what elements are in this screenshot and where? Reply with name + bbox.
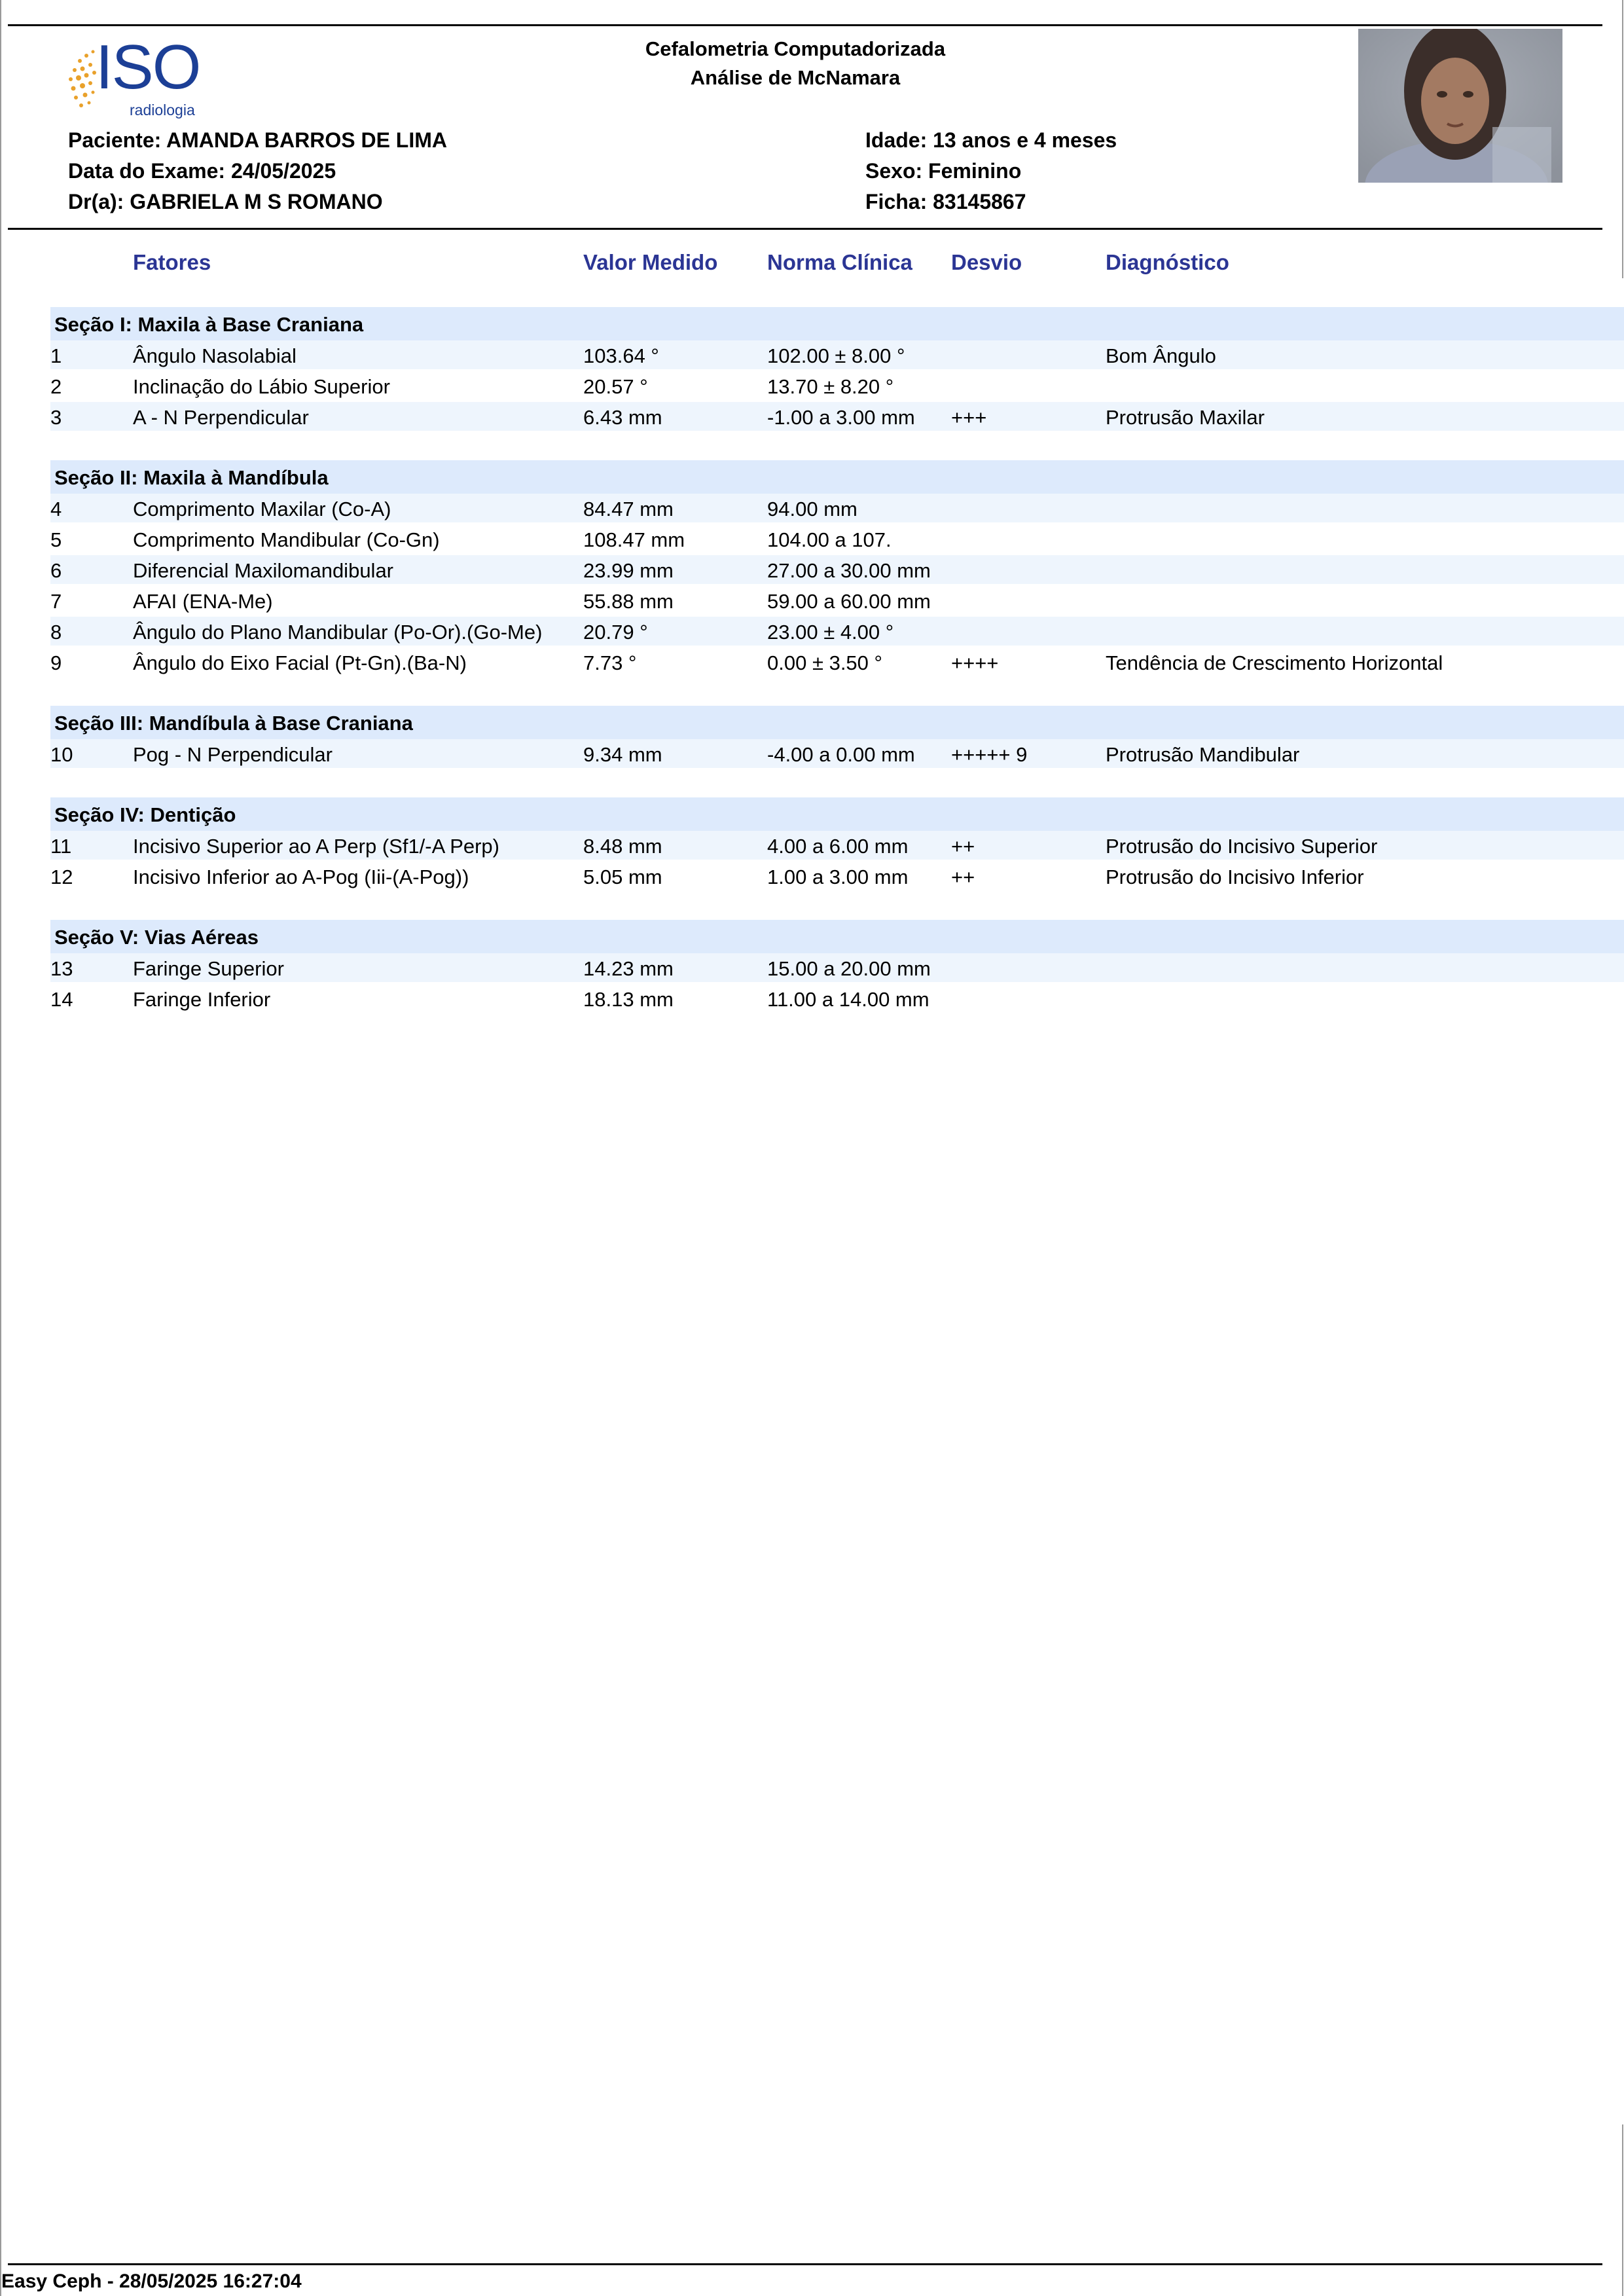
row-factor: Comprimento Mandibular (Co-Gn) — [133, 528, 440, 551]
table-row — [50, 402, 1624, 431]
row-factor: Ângulo do Plano Mandibular (Po-Or).(Go-Me) — [133, 621, 543, 644]
table-row — [50, 494, 1624, 522]
patient-portrait-icon — [1358, 29, 1562, 183]
section-title: Seção II: Maxila à Mandíbula — [54, 466, 329, 489]
row-norm: 0.00 ± 3.50 ° — [767, 651, 882, 674]
section-title: Seção I: Maxila à Base Craniana — [54, 313, 364, 336]
row-norm: -1.00 a 3.00 mm — [767, 406, 915, 429]
table-row — [50, 524, 1624, 553]
row-diagnosis: Protrusão do Incisivo Inferior — [1106, 866, 1364, 888]
row-factor: Faringe Inferior — [133, 988, 271, 1011]
table-row — [50, 953, 1624, 982]
row-number: 6 — [50, 559, 62, 582]
footer-text: Easy Ceph - 28/05/2025 16:27:04 — [1, 2270, 302, 2292]
row-factor: Diferencial Maxilomandibular — [133, 559, 394, 582]
row-number: 4 — [50, 498, 62, 520]
table-row — [50, 862, 1624, 890]
doctor-name: Dr(a): GABRIELA M S ROMANO — [68, 190, 383, 213]
page-border-right — [1622, 0, 1623, 278]
row-number: 8 — [50, 621, 62, 644]
header-rule — [8, 228, 1602, 230]
record-number: Ficha: 83145867 — [865, 190, 1026, 213]
section-title: Seção III: Mandíbula à Base Craniana — [54, 712, 413, 735]
column-header-deviation: Desvio — [951, 250, 1022, 274]
section-title: Seção IV: Dentição — [54, 803, 236, 826]
patient-age: Idade: 13 anos e 4 meses — [865, 128, 1117, 152]
row-number: 13 — [50, 957, 73, 980]
row-value: 20.79 ° — [583, 621, 648, 644]
section-header — [50, 920, 1624, 953]
row-deviation: ++++ — [951, 651, 999, 674]
row-norm: 27.00 a 30.00 mm — [767, 559, 931, 582]
row-factor: Ângulo do Eixo Facial (Pt-Gn).(Ba-N) — [133, 651, 467, 674]
row-diagnosis: Protrusão do Incisivo Superior — [1106, 835, 1378, 858]
column-header-factors: Fatores — [133, 250, 211, 274]
row-factor: Incisivo Inferior ao A-Pog (Iii-(A-Pog)) — [133, 866, 469, 888]
footer-rule — [8, 2263, 1602, 2265]
row-diagnosis: Protrusão Maxilar — [1106, 406, 1265, 429]
row-norm: 11.00 a 14.00 mm — [767, 988, 929, 1011]
row-value: 108.47 mm — [583, 528, 685, 551]
row-factor: AFAI (ENA-Me) — [133, 590, 273, 613]
page-border-right-lower — [1622, 2124, 1623, 2296]
row-diagnosis: Bom Ângulo — [1106, 344, 1216, 367]
row-value: 55.88 mm — [583, 590, 674, 613]
table-row — [50, 586, 1624, 615]
row-value: 20.57 ° — [583, 375, 648, 398]
report-subtitle: Análise de McNamara — [690, 66, 901, 89]
row-factor: Pog - N Perpendicular — [133, 743, 333, 766]
row-value: 9.34 mm — [583, 743, 662, 766]
table-row — [50, 984, 1624, 1013]
row-norm: 13.70 ± 8.20 ° — [767, 375, 894, 398]
table-row — [50, 555, 1624, 584]
logo-subtext: radiologia — [130, 101, 195, 118]
row-number: 5 — [50, 528, 62, 551]
row-factor: Incisivo Superior ao A Perp (Sf1/-A Perp) — [133, 835, 499, 858]
row-norm: -4.00 a 0.00 mm — [767, 743, 915, 766]
row-factor: Comprimento Maxilar (Co-A) — [133, 498, 391, 520]
exam-date: Data do Exame: 24/05/2025 — [68, 159, 336, 183]
row-value: 84.47 mm — [583, 498, 674, 520]
table-row — [50, 647, 1624, 676]
row-norm: 104.00 a 107. — [767, 528, 892, 551]
row-number: 9 — [50, 651, 62, 674]
row-norm: 1.00 a 3.00 mm — [767, 866, 909, 888]
column-header-measured: Valor Medido — [583, 250, 718, 274]
row-deviation: ++ — [951, 866, 975, 888]
column-header-diagnosis: Diagnóstico — [1106, 250, 1229, 274]
row-norm: 4.00 a 6.00 mm — [767, 835, 909, 858]
row-value: 6.43 mm — [583, 406, 662, 429]
section-header — [50, 307, 1624, 340]
row-value: 103.64 ° — [583, 344, 659, 367]
row-number: 2 — [50, 375, 62, 398]
row-norm: 102.00 ± 8.00 ° — [767, 344, 905, 367]
row-value: 23.99 mm — [583, 559, 674, 582]
section-header — [50, 706, 1624, 739]
row-number: 1 — [50, 344, 62, 367]
row-value: 18.13 mm — [583, 988, 674, 1011]
report-title: Cefalometria Computadorizada — [645, 37, 946, 60]
page-border-left — [0, 0, 1, 2296]
row-number: 7 — [50, 590, 62, 613]
row-deviation: +++++ 9 — [951, 743, 1028, 766]
row-norm: 94.00 mm — [767, 498, 857, 520]
row-factor: Inclinação do Lábio Superior — [133, 375, 390, 398]
logo-wordmark: ISO — [96, 32, 200, 102]
row-norm: 59.00 a 60.00 mm — [767, 590, 931, 613]
patient-photo — [1358, 29, 1562, 183]
table-row — [50, 617, 1624, 646]
row-factor: Ângulo Nasolabial — [133, 344, 297, 367]
column-header-norm: Norma Clínica — [767, 250, 912, 274]
row-number: 14 — [50, 988, 73, 1011]
patient-name: Paciente: AMANDA BARROS DE LIMA — [68, 128, 447, 152]
patient-sex: Sexo: Feminino — [865, 159, 1022, 183]
row-diagnosis: Tendência de Crescimento Horizontal — [1106, 651, 1443, 674]
row-diagnosis: Protrusão Mandibular — [1106, 743, 1300, 766]
section-title: Seção V: Vias Aéreas — [54, 926, 259, 949]
top-rule — [8, 24, 1602, 26]
row-number: 10 — [50, 743, 73, 766]
table-row — [50, 340, 1624, 369]
row-value: 5.05 mm — [583, 866, 662, 888]
row-value: 14.23 mm — [583, 957, 674, 980]
section-header — [50, 460, 1624, 494]
row-norm: 15.00 a 20.00 mm — [767, 957, 931, 980]
row-value: 8.48 mm — [583, 835, 662, 858]
table-row — [50, 371, 1624, 400]
row-number: 11 — [50, 835, 72, 858]
row-deviation: ++ — [951, 835, 975, 858]
row-factor: A - N Perpendicular — [133, 406, 309, 429]
section-header — [50, 797, 1624, 831]
row-factor: Faringe Superior — [133, 957, 284, 980]
row-norm: 23.00 ± 4.00 ° — [767, 621, 894, 644]
table-row — [50, 831, 1624, 860]
row-number: 3 — [50, 406, 62, 429]
row-value: 7.73 ° — [583, 651, 637, 674]
table-row — [50, 739, 1624, 768]
row-deviation: +++ — [951, 406, 987, 429]
row-number: 12 — [50, 866, 73, 888]
